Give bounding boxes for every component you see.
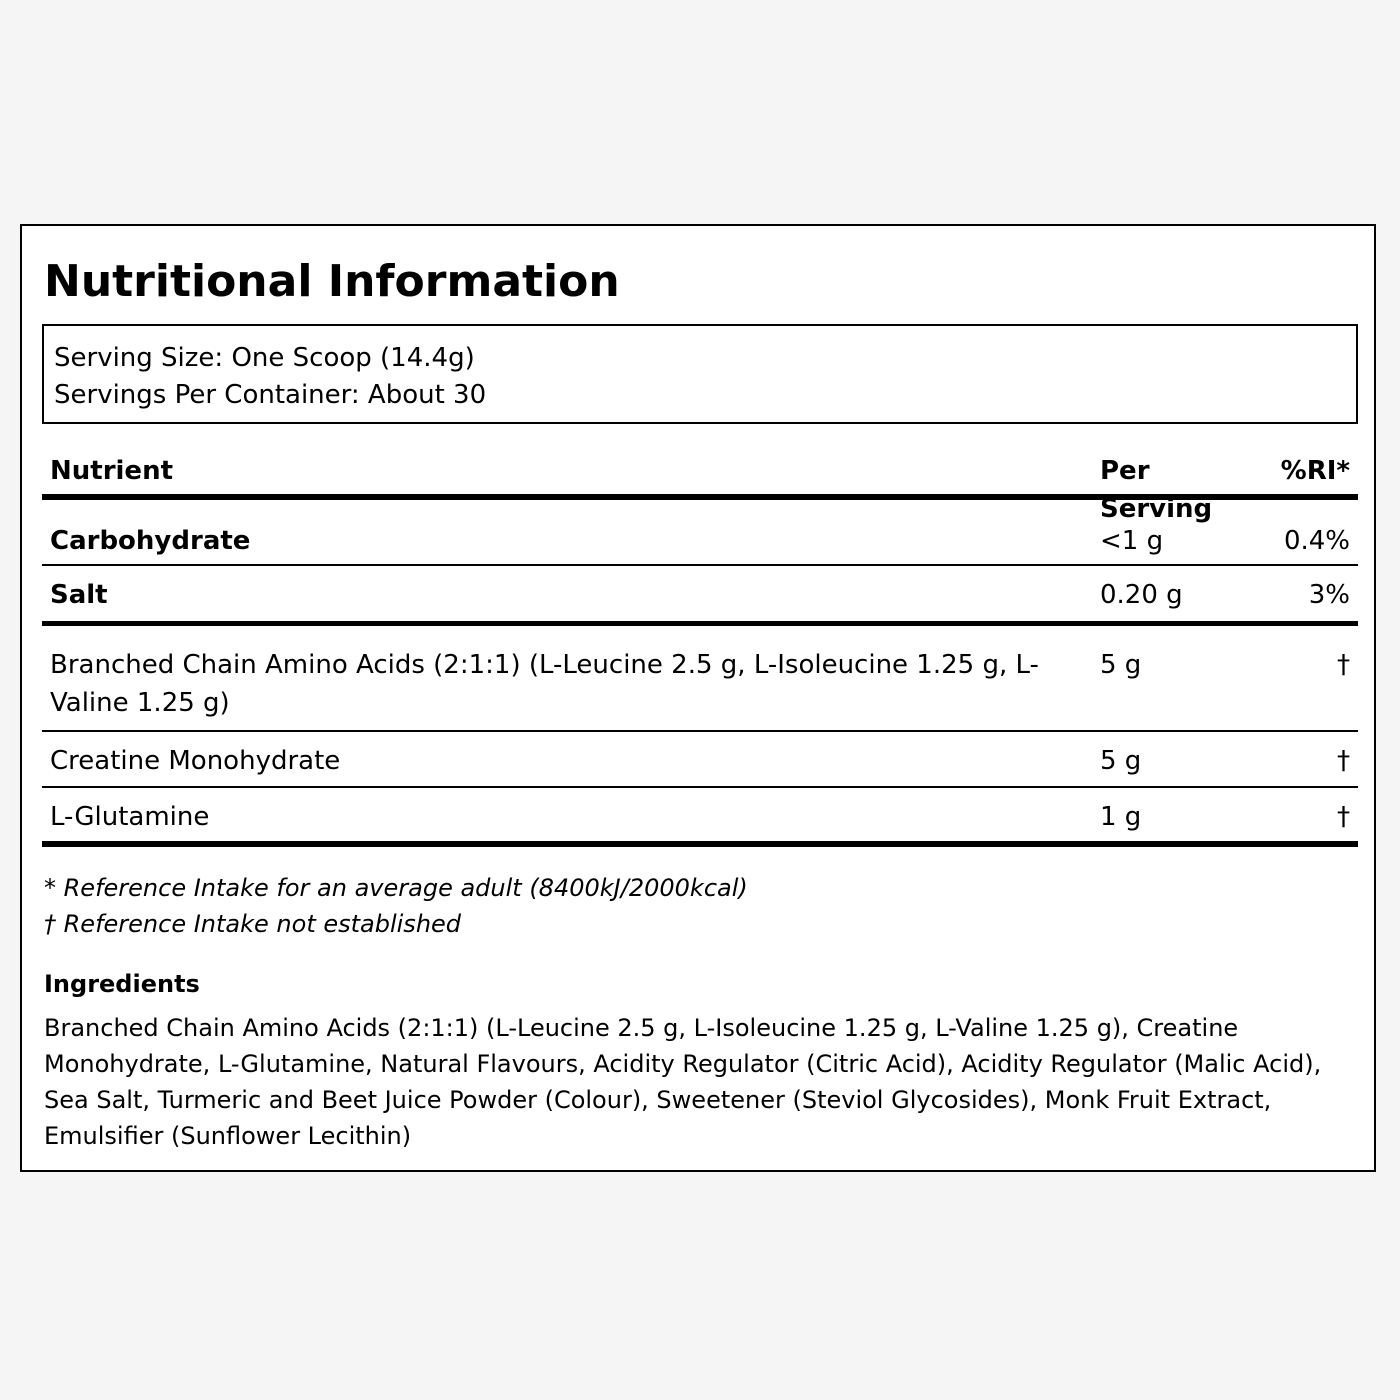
nutrient-ri: 0.4% — [1283, 526, 1350, 556]
header-ri: %RI* — [1280, 456, 1350, 486]
table-row — [42, 566, 1358, 626]
serving-info-box — [42, 324, 1358, 424]
nutrient-per-serving: 5 g — [1100, 650, 1142, 680]
nutrient-ri: † — [1337, 650, 1350, 680]
nutrient-name: Carbohydrate — [50, 526, 251, 556]
nutrient-per-serving: <1 g — [1100, 526, 1164, 556]
header-nutrient: Nutrient — [50, 456, 174, 486]
table-row — [42, 626, 1358, 732]
table-row — [42, 732, 1358, 788]
table-row — [42, 788, 1358, 847]
servings-per-container: Servings Per Container: About 30 — [54, 380, 487, 410]
header-per-serving: Per Serving — [1100, 456, 1213, 524]
nutrient-per-serving: 5 g — [1100, 746, 1142, 776]
footnote-dagger: † Reference Intake not established — [44, 910, 462, 938]
label-title: Nutritional Information — [44, 256, 620, 307]
nutrient-name: L-Glutamine — [50, 802, 210, 832]
nutrient-per-serving: 1 g — [1100, 802, 1142, 832]
table-row — [42, 500, 1358, 566]
nutrition-label — [20, 224, 1376, 1172]
nutrient-name: Creatine Monohydrate — [50, 746, 341, 776]
table-header-row — [42, 448, 1358, 524]
nutrition-table — [42, 448, 1358, 847]
nutrient-ri: † — [1337, 802, 1350, 832]
nutrient-name: Branched Chain Amino Acids (2:1:1) (L-Leucine 2.5 g, L-Isoleucine 1.25 g, L-Valine 1.25 g) — [50, 650, 1039, 718]
nutrient-ri: † — [1337, 746, 1350, 776]
nutrient-ri: 3% — [1308, 580, 1350, 610]
serving-size: Serving Size: One Scoop (14.4g) — [54, 343, 475, 373]
footnote-ri: * Reference Intake for an average adult (8400kJ/2000kcal) — [44, 874, 748, 902]
nutrient-name: Salt — [50, 580, 108, 610]
ingredients-list: Branched Chain Amino Acids (2:1:1) (L-Leucine 2.5 g, L-Isoleucine 1.25 g, L-Valine 1.25 g), Creatine Monohydrate, L-Glutamine, Natural Flavours, Acidity Regulator (Citric Acid), Acidity Regulator (Malic Acid), Sea Salt, Turmeric and Beet Juice Powder (Colour), Sweetener (Steviol Glycosides), Monk Fruit Extract, Emulsifier (Sunflower Lecithin) — [44, 1014, 1322, 1150]
footnotes — [44, 870, 748, 942]
nutrient-per-serving: 0.20 g — [1100, 580, 1183, 610]
ingredients-heading: Ingredients — [44, 970, 200, 998]
